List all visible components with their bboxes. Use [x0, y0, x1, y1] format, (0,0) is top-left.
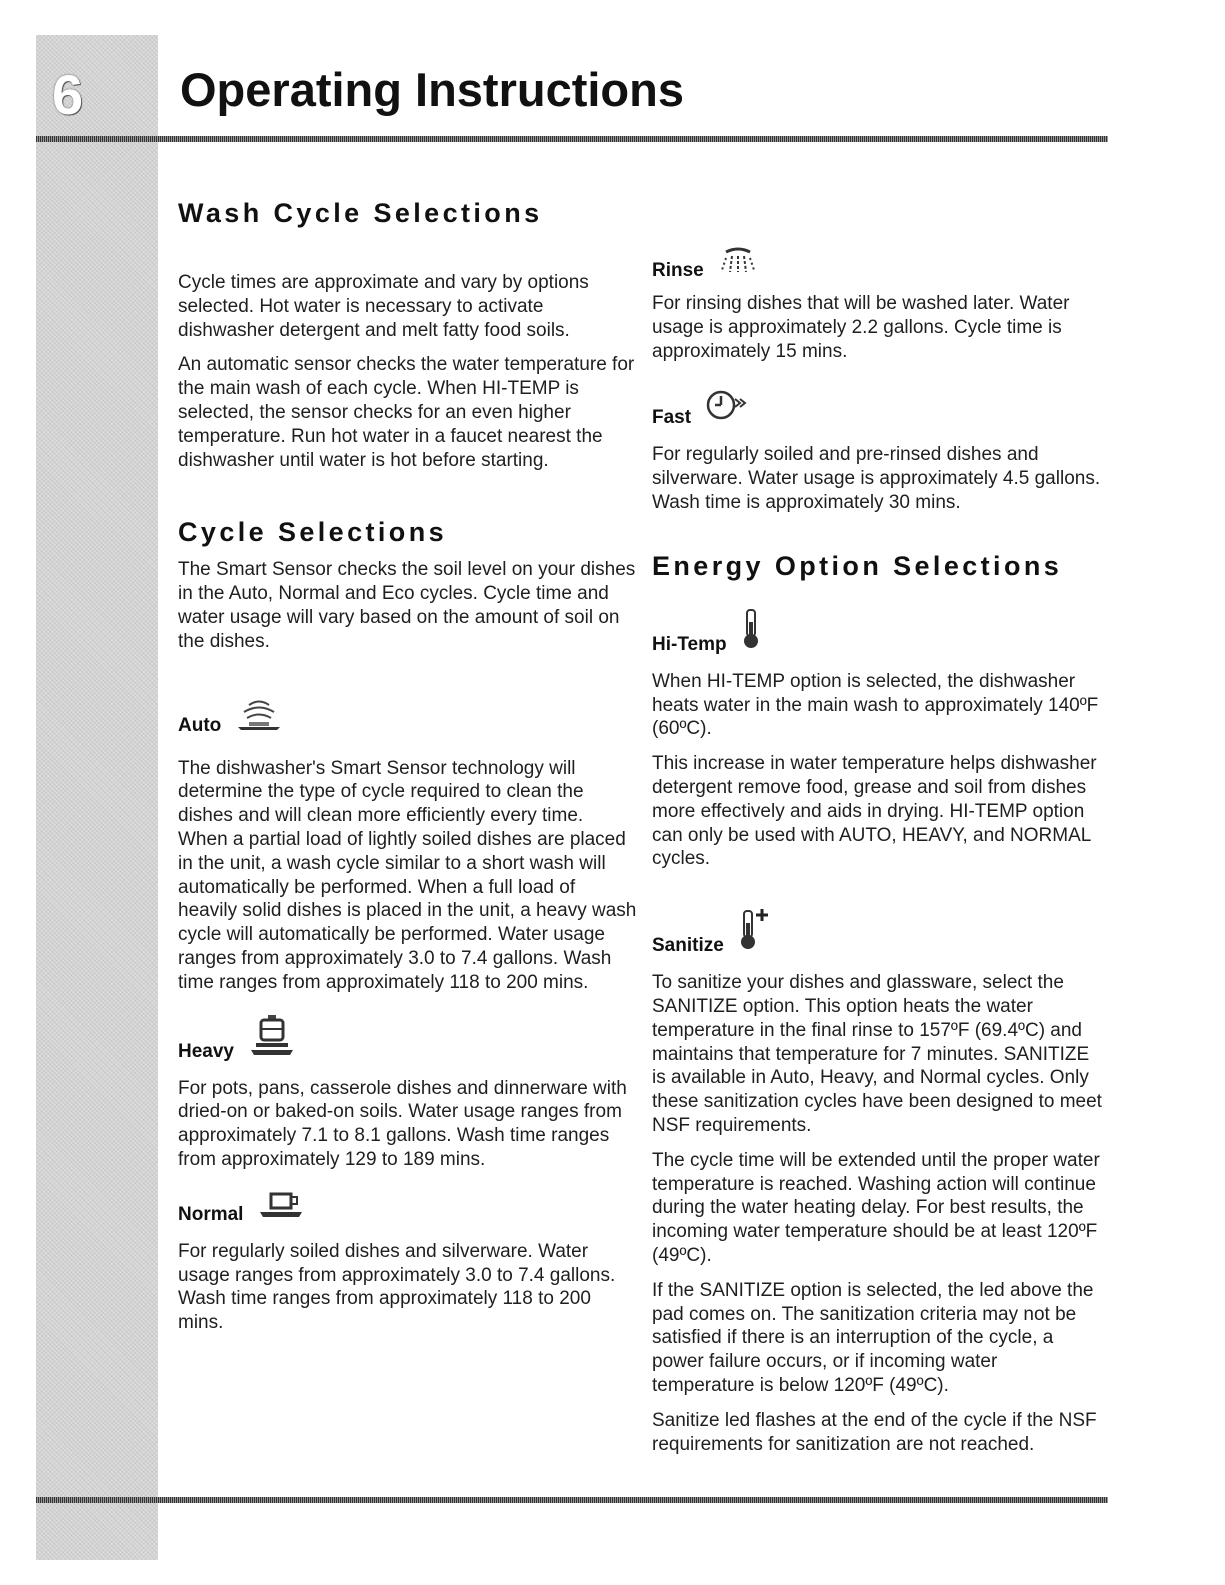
normal-label: Normal: [178, 1203, 244, 1225]
header-rule: [36, 136, 1108, 142]
thermometer-icon: [741, 608, 761, 656]
rinse-paragraph: For rinsing dishes that will be washed later. Water usage is approximately 2.2 gallons. Cycle time is approximately 15 mins.: [652, 293, 1070, 362]
normal-cycle-icon: [257, 1190, 305, 1226]
energy-option-heading: Energy Option Selections: [652, 550, 1063, 581]
sanitize-heading: [652, 907, 1102, 957]
hitemp-paragraph-2: This increase in water temperature helps dishwasher detergent remove food, grease and soil from dishes more effectively and aids in drying. HI-TEMP option can only be used with AUTO, HEAVY, and NORMAL cycles.: [652, 753, 1097, 870]
fast-paragraph: For regularly soiled and pre-rinsed dishes and silverware. Water usage is approximately 4.5 gallons. Wash time is approximately 30 mins.: [652, 444, 1101, 513]
heavy-paragraph: For pots, pans, casserole dishes and dinnerware with dried-on or baked-on soils. Water usage ranges from approximately 7.1 to 8.1 gallons. Wash time ranges from approximately 129 to 189 mins.: [178, 1077, 627, 1170]
fast-heading: [652, 387, 1102, 429]
page-number: 6: [52, 63, 84, 126]
rinse-heading: [652, 246, 1102, 282]
sanitize-paragraph-1: To sanitize your dishes and glassware, select the SANITIZE option. This option heats the water temperature in the final rinse to 157ºF (69.4ºC) and maintains that temperature for 7 minutes. SANITIZE is available in Auto, Heavy, and Normal cycles. Only these sanitization cycles have been designed to meet NSF requirements.: [652, 972, 1102, 1136]
wash-cycle-heading: Wash Cycle Selections: [178, 198, 543, 228]
wash-paragraph-1: Cycle times are approximate and vary by options selected. Hot water is necessary to activate dishwasher detergent and melt fatty food soils.: [178, 272, 589, 341]
heavy-label: Heavy: [178, 1040, 234, 1062]
rinse-cycle-icon: [718, 246, 758, 282]
side-strip: [36, 35, 158, 1560]
auto-paragraph: The dishwasher's Smart Sensor technology will determine the type of cycle required to clean the dishes and will clean more efficiently every time. When a partial load of lightly soiled dishes are placed in the unit, a wash cycle similar to a short wash will automatically be performed. When a full load of heavily solid dishes is placed in the unit, a heavy wash cycle will automatically be performed. Water usage ranges from approximately 3.0 to 7.4 gallons. Wash time ranges from approximately 118 to 200 mins.: [178, 757, 637, 993]
wash-paragraph-2: An automatic sensor checks the water temperature for the main wash of each cycle. When HI-TEMP is selected, the sensor checks for an even higher temperature. Run hot water in a faucet nearest the dishwasher until water is hot before starting.: [178, 354, 635, 471]
heavy-cycle-icon: [248, 1013, 296, 1063]
normal-paragraph: For regularly soiled dishes and silverware. Water usage ranges from approximately 3.0 to 7.4 gallons. Wash time ranges from approximately 118 to 200 mins.: [178, 1240, 616, 1334]
auto-heading: [178, 697, 638, 737]
fast-label: Fast: [652, 407, 692, 429]
fast-cycle-icon: [705, 387, 749, 429]
auto-cycle-icon: [235, 697, 283, 737]
hitemp-heading: [652, 608, 1102, 656]
left-column: [178, 198, 638, 1335]
thermometer-plus-icon: [738, 907, 772, 957]
hitemp-label: Hi-Temp: [652, 633, 727, 655]
cycle-selections-paragraph: The Smart Sensor checks the soil level on your dishes in the Auto, Normal and Eco cycles. Cycle time and water usage will vary based on the amount of soil on the dishes.: [178, 559, 636, 652]
cycle-selections-heading: Cycle Selections: [178, 517, 448, 548]
sanitize-paragraph-2: The cycle time will be extended until the proper water temperature is reached. Washing action will continue during the water heating delay. For best results, the incoming water temperature should be at least 120ºF (49ºC).: [652, 1149, 1100, 1266]
right-column: [652, 246, 1102, 1456]
sanitize-label: Sanitize: [652, 935, 724, 957]
heavy-heading: [178, 1013, 638, 1063]
page-title: Operating Instructions: [180, 63, 684, 116]
hitemp-paragraph-1: When HI-TEMP option is selected, the dishwasher heats water in the main wash to approximately 140ºF (60ºC).: [652, 670, 1099, 740]
auto-label: Auto: [178, 714, 222, 736]
sanitize-paragraph-3: If the SANITIZE option is selected, the led above the pad comes on. The sanitization criteria may not be satisfied if there is an interruption of the cycle, a power failure occurs, or if incoming water temperature is below 120ºF (49ºC).: [652, 1279, 1094, 1396]
normal-heading: [178, 1190, 638, 1226]
rinse-label: Rinse: [652, 260, 704, 281]
sanitize-paragraph-4: Sanitize led flashes at the end of the cycle if the NSF requirements for sanitization are not reached.: [652, 1409, 1097, 1455]
footer-rule: [36, 1497, 1108, 1503]
